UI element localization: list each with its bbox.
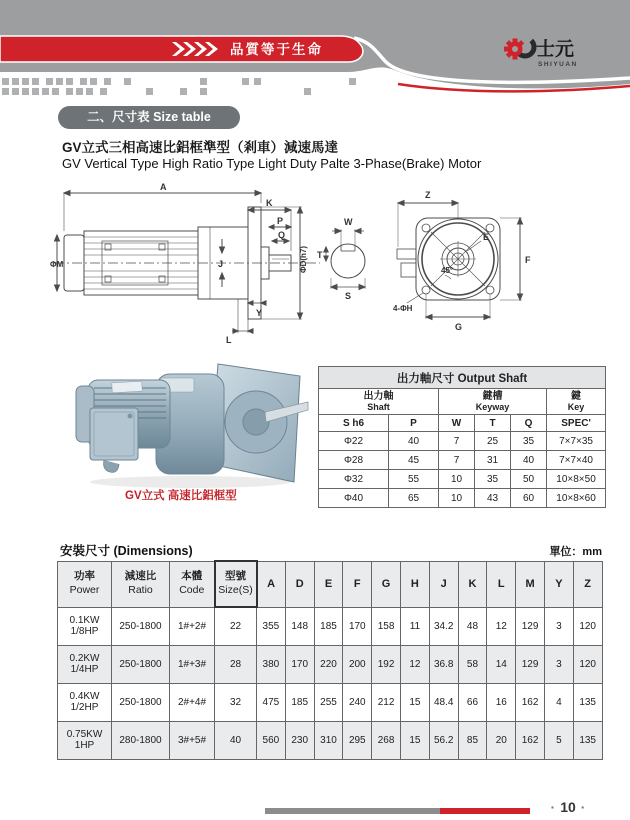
header-slogan: 品質等于生命 bbox=[230, 42, 323, 57]
section-title-pill: 二、尺寸表 Size table bbox=[58, 106, 240, 129]
dim-label-F: F bbox=[525, 255, 531, 265]
page-header bbox=[0, 0, 630, 100]
dim-label-T: T bbox=[317, 250, 323, 260]
dim-label-4holes: 4-ΦH bbox=[393, 304, 413, 313]
mosaic-pattern bbox=[2, 78, 356, 95]
dim-label-K: K bbox=[266, 198, 273, 208]
product-title-zh: GV立式三相高速比鋁框準型（剎車）減速馬達 bbox=[62, 140, 339, 155]
page-number: · 10 · bbox=[550, 799, 586, 815]
col-power: 功率 Power bbox=[58, 561, 112, 607]
dim-label-45deg: 45° bbox=[441, 266, 454, 275]
col-code: 本體 Code bbox=[170, 561, 215, 607]
group-shaft: 出力軸 Shaft bbox=[319, 389, 439, 415]
dims-header-row: 功率 Power 減速比 Ratio 本體 Code 型號 Size(S) A D E F G H J K L M Y Z bbox=[58, 561, 603, 607]
dims-table-row: 0.2KW 1/4HP 250-1800 1#+3# 28 380 170 220 200 192 12 36.8 58 14 129 3 120 bbox=[58, 645, 603, 683]
shaft-table-row: Φ28 45 7 31 40 7×7×40 bbox=[319, 451, 606, 470]
dimensions-table bbox=[57, 560, 602, 760]
shaft-table-row: Φ32 55 10 35 50 10×8×50 bbox=[319, 470, 606, 489]
group-keyway: 鍵槽 Keyway bbox=[439, 389, 547, 415]
col-size: 型號 Size(S) bbox=[215, 561, 257, 607]
dim-label-G: G bbox=[455, 322, 463, 332]
dim-label-W: W bbox=[344, 217, 353, 227]
dims-table-row: 0.4KW 1/2HP 250-1800 2#+4# 32 475 185 255 240 212 15 48.4 66 16 162 4 135 bbox=[58, 683, 603, 721]
footer-bar-gray bbox=[265, 808, 440, 814]
photo-caption: GV立式 高速比鋁框型 bbox=[125, 490, 237, 502]
unit-label: 單位：mm bbox=[549, 546, 602, 558]
dim-label-P: P bbox=[277, 216, 284, 226]
dim-label-S: S bbox=[345, 291, 352, 301]
front-view-drawing bbox=[393, 183, 603, 351]
dim-label-Y: Y bbox=[256, 308, 263, 318]
logo-text: 士元 bbox=[536, 39, 575, 60]
dimensions-caption: 安裝尺寸 (Dimensions) bbox=[60, 544, 193, 558]
group-key: 鍵 Key bbox=[547, 389, 606, 415]
product-title-en: GV Vertical Type High Ratio Type Light Duty Palte 3-Phase(Brake) Motor bbox=[62, 156, 482, 171]
shaft-subheader-row: S h6 P W T Q SPEC' bbox=[319, 415, 606, 432]
output-shaft-table bbox=[318, 366, 605, 508]
output-shaft-title: 出力軸尺寸 Output Shaft bbox=[319, 367, 606, 389]
logo-subtext: SHIYUAN bbox=[538, 61, 578, 68]
dim-label-M: ΦM bbox=[50, 260, 64, 269]
dim-label-L: L bbox=[226, 335, 232, 345]
side-view-drawing bbox=[50, 183, 390, 351]
dim-label-Q: Q bbox=[278, 230, 286, 240]
col-ratio: 減速比 Ratio bbox=[112, 561, 170, 607]
shaft-table-row: Φ22 40 7 25 35 7×7×35 bbox=[319, 432, 606, 451]
dim-label-J: J bbox=[218, 259, 224, 269]
dims-table-row: 0.75KW 1HP 280-1800 3#+5# 40 560 230 310 295 268 15 56.2 85 20 162 5 135 bbox=[58, 721, 603, 759]
dim-label-A: A bbox=[160, 183, 167, 192]
dims-table-row: 0.1KW 1/8HP 250-1800 1#+2# 22 355 148 185 170 158 11 34.2 48 12 129 3 120 bbox=[58, 607, 603, 645]
dim-label-Z: Z bbox=[425, 190, 431, 200]
dim-label-E: E bbox=[483, 232, 490, 242]
shaft-table-row: Φ40 65 10 43 60 10×8×60 bbox=[319, 489, 606, 508]
footer-bar-red bbox=[440, 808, 530, 814]
product-photo bbox=[60, 352, 310, 492]
dim-label-D: ΦD(h7) bbox=[299, 245, 308, 273]
